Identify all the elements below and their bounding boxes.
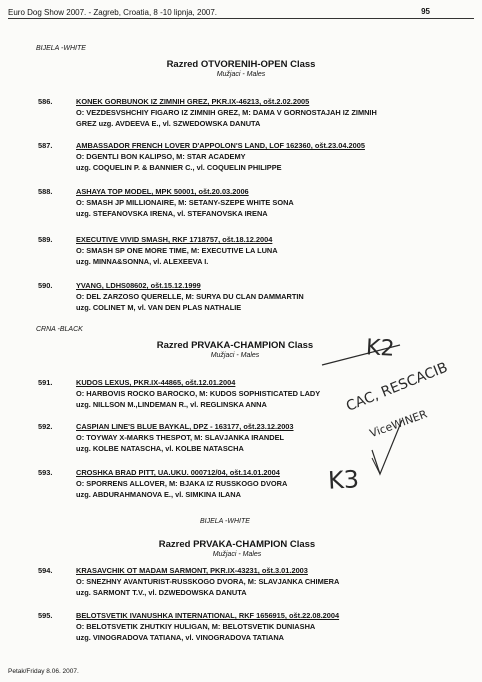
color-label: BIJELA -WHITE (200, 518, 250, 525)
handwritten-k2: K2 (365, 335, 396, 362)
parents-line: O: HARBOVIS ROCKO BAROCKO, M: KUDOS SOPHISTICATED LADY (76, 389, 321, 398)
parents-line: O: BELOTSVETIK ZHUTKIY HULIGAN, M: BELOTSVETIK DUNIASHA (76, 622, 316, 631)
entry-number: 591. (38, 378, 53, 387)
class-title: Razred PRVAKA-CHAMPION Class (158, 539, 316, 550)
dog-name-line: CASPIAN LINE'S BLUE BAYKAL, DPZ - 163177, ošt.23.12.2003 (76, 422, 294, 431)
entry-number: 594. (38, 566, 53, 575)
owner-line: uzg. COLINET M, vl. VAN DEN PLAS NATHALIE (76, 303, 242, 312)
parents-line: O: DGENTLI BON KALIPSO, M: STAR ACADEMY (76, 152, 246, 161)
entry-number: 589. (38, 235, 53, 244)
entry-number: 595. (38, 611, 53, 620)
dog-name-line: BELOTSVETIK IVANUSHKA INTERNATIONAL, RKF 1656915, ošt.22.08.2004 (76, 611, 340, 620)
page-footer: Petak/Friday 8.06. 2007. (8, 668, 79, 675)
color-label: BIJELA -WHITE (36, 45, 86, 52)
class-subtitle: Mužjaci - Males (210, 352, 260, 359)
dog-name-line: YVANG, LDHS08602, ošt.15.12.1999 (76, 281, 201, 290)
page-number: 95 (421, 7, 430, 16)
owner-line: uzg. VINOGRADOVA TATIANA, vl. VINOGRADOVA TATIANA (76, 633, 285, 642)
class-title: Razred PRVAKA-CHAMPION Class (156, 340, 314, 351)
entry-number: 587. (38, 141, 53, 150)
parents-line: O: DEL ZARZOSO QUERELLE, M: SURYA DU CLAN DAMMARTIN (76, 292, 304, 301)
parents-line: O: SNEZHNY AVANTURIST-RUSSKOGO DVORA, M: SLAVJANKA CHIMERA (76, 577, 340, 586)
parents-line: O: TOYWAY X-MARKS THESPOT, M: SLAVJANKA IRANDEL (76, 433, 285, 442)
owner-line: uzg. ABDURAHMANOVA E., vl. SIMKINA ILANA (76, 490, 241, 499)
dog-name-line: KRASAVCHIK OT MADAM SARMONT, PKR.IX-43231, ošt.3.01.2003 (76, 566, 308, 575)
entry-number: 592. (38, 422, 53, 431)
handwritten-cac: CAC, RESCACIB (344, 359, 450, 415)
dog-name-line: KUDOS LEXUS, PKR.IX-44865, ošt.12.01.2004 (76, 378, 236, 387)
dog-name-line: KONEK GORBUNOK IZ ZIMNIH GREZ, PKR.IX-46213, ošt.2.02.2005 (76, 97, 310, 106)
owner-line: uzg. SARMONT T.V., vl. DZWEDOWSKA DANUTA (76, 588, 247, 597)
entry-number: 586. (38, 97, 53, 106)
dog-name-line: EXECUTIVE VIVID SMASH, RKF 1718757, ošt.18.12.2004 (76, 235, 273, 244)
parents-line: O: SMASH SP ONE MORE TIME, M: EXECUTIVE LA LUNA (76, 246, 278, 255)
dog-name-line: ASHAYA TOP MODEL, MPK 50001, ošt.20.03.2006 (76, 187, 249, 196)
entry-number: 588. (38, 187, 53, 196)
dog-name-line: CROSHKA BRAD PITT, UA.UKU. 000712/04, ošt.14.01.2004 (76, 468, 280, 477)
class-title: Razred OTVORENIH-OPEN Class (166, 59, 316, 70)
parents-line: O: SPORRENS ALLOVER, M: BJAKA IZ RUSSKOGO DVORA (76, 479, 288, 488)
event-title: Euro Dog Show 2007. - Zagreb, Croatia, 8 -10 lipnja, 2007. (8, 8, 218, 17)
owner-line: uzg. COQUELIN P. & BANNIER C., vl. COQUELIN PHILIPPE (76, 163, 282, 172)
color-label: CRNA -BLACK (36, 326, 83, 333)
parents-line: O: SMASH JP MILLIONAIRE, M: SETANY-SZEPE WHITE SONA (76, 198, 294, 207)
class-subtitle: Mužjaci - Males (212, 551, 262, 558)
entry-number: 590. (38, 281, 53, 290)
dog-name-line: AMBASSADOR FRENCH LOVER D'APPOLON'S LAND, LOF 162360, ošt.23.04.2005 (76, 141, 365, 150)
class-subtitle: Mužjaci - Males (216, 71, 266, 78)
owner-line: GREZ uzg. AVDEEVA E., vl. SZWEDOWSKA DANUTA (76, 119, 261, 128)
handwritten-vice-winner: ViceWINER (368, 407, 429, 441)
entry-number: 593. (38, 468, 53, 477)
owner-line: uzg. MINNA&SONNA, vl. ALEXEEVA I. (76, 257, 209, 266)
owner-line: uzg. STEFANOVSKA IRENA, vl. STEFANOVSKA IRENA (76, 209, 268, 218)
parents-line: O: VEZDESVSHCHIY FIGARO IZ ZIMNIH GREZ, M: DAMA V GORNOSTAJAH IZ ZIMNIH (76, 108, 377, 117)
owner-line: uzg. NILLSON M.,LINDEMAN R., vl. REGLINSKA ANNA (76, 400, 267, 409)
handwritten-k3: K3 (327, 465, 360, 495)
owner-line: uzg. KOLBE NATASCHA, vl. KOLBE NATASCHA (76, 444, 244, 453)
